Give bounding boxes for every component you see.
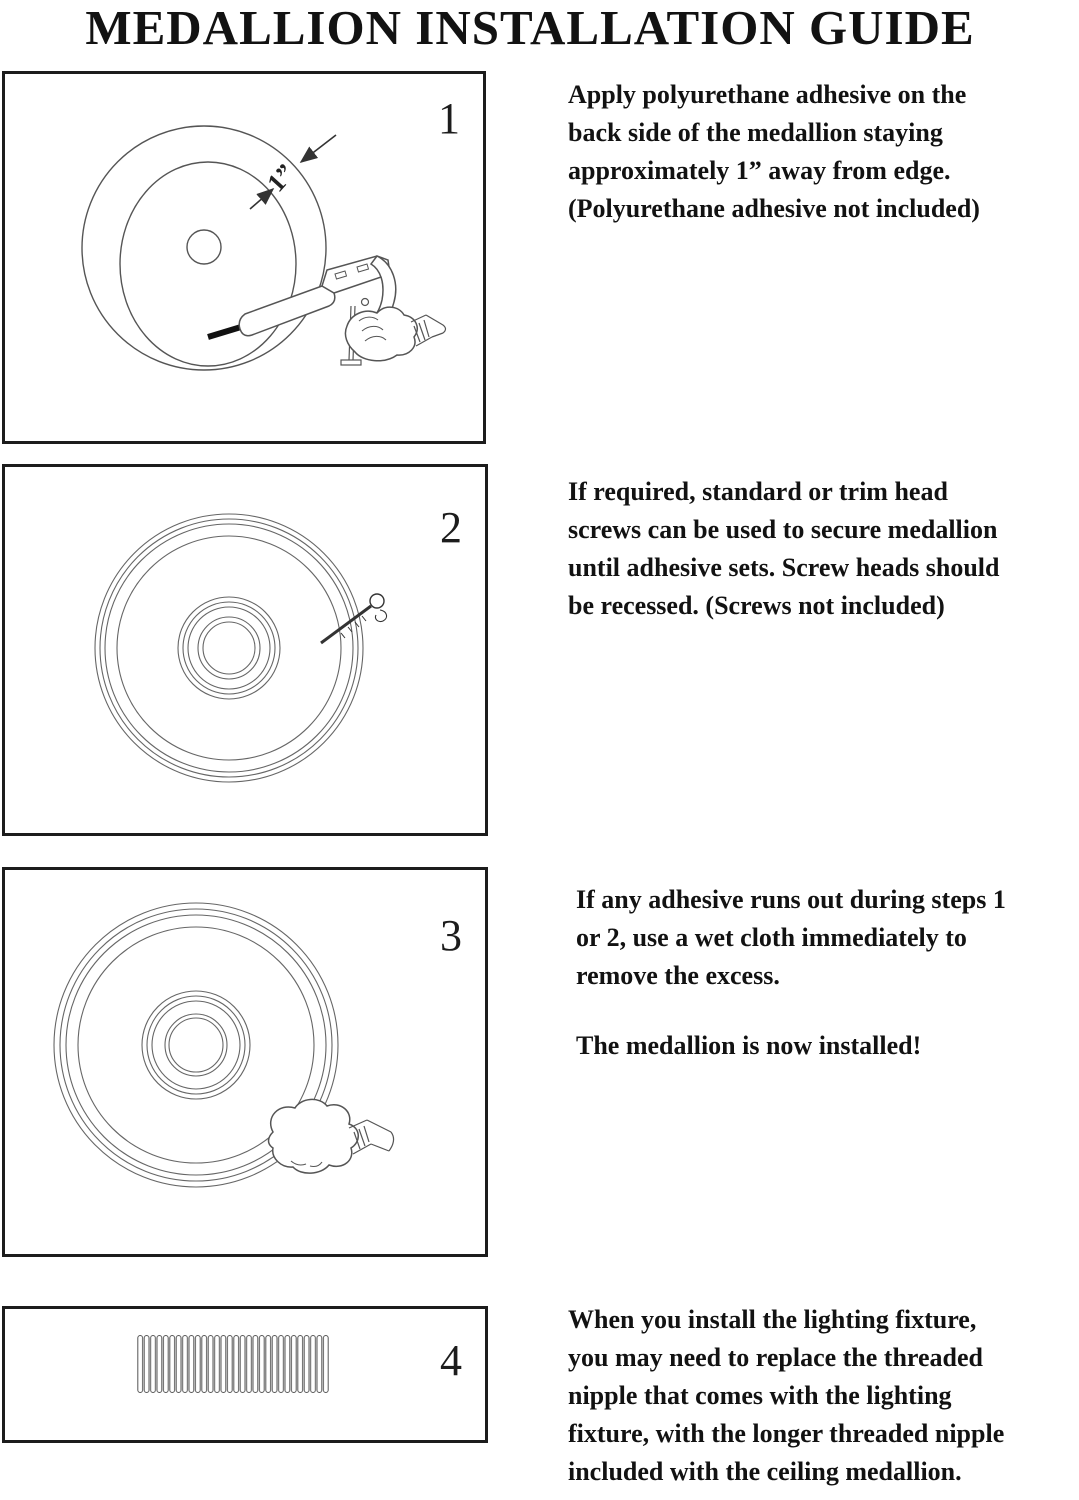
instruction-line: remove the excess. — [576, 961, 780, 990]
step-1-instructions — [568, 76, 980, 228]
step-1-figure-box — [2, 71, 486, 444]
hand-with-cloth-drawing — [269, 1099, 394, 1173]
instruction-line: If any adhesive runs out during steps 1 — [576, 885, 1006, 914]
step-3-figure-box — [2, 867, 488, 1257]
step-2-instructions — [568, 473, 1000, 625]
medallion-screw-drawing — [5, 467, 485, 833]
hand-drawing — [345, 307, 417, 361]
step-2-figure-box — [2, 464, 488, 836]
caulk-gun-drawing — [208, 256, 446, 365]
instruction-line: fixture, with the longer threaded nipple — [568, 1419, 1005, 1448]
medallion-center-hole — [187, 230, 221, 264]
instruction-line: or 2, use a wet cloth immediately to — [576, 923, 967, 952]
instruction-line: until adhesive sets. Screw heads should — [568, 553, 1000, 582]
medallion-cloth-drawing — [5, 870, 485, 1254]
instruction-line: approximately 1” away from edge. — [568, 156, 951, 185]
sleeve-cuff-drawing — [411, 315, 446, 346]
medallion-rings — [95, 514, 363, 782]
instruction-line: nipple that comes with the lighting — [568, 1381, 952, 1410]
threaded-nipple-drawing — [5, 1309, 485, 1440]
instruction-line: included with the ceiling medallion. — [568, 1457, 962, 1486]
instruction-line: (Polyurethane adhesive not included) — [568, 194, 980, 223]
step-number: 3 — [440, 911, 462, 960]
step-3-instructions — [576, 881, 1006, 1065]
instruction-line: back side of the medallion staying — [568, 118, 943, 147]
thread-ridges — [137, 1335, 329, 1393]
instruction-line: you may need to replace the threaded — [568, 1343, 983, 1372]
closing-line: The medallion is now installed! — [576, 1031, 922, 1060]
instruction-line: Apply polyurethane adhesive on the — [568, 80, 967, 109]
sleeve-cuff-drawing — [349, 1120, 394, 1154]
dimension-label: 1” — [261, 158, 301, 198]
medallion-caulk-gun-drawing — [5, 74, 483, 441]
page-title: MEDALLION INSTALLATION GUIDE — [85, 0, 975, 55]
instruction-line: When you install the lighting fixture, — [568, 1305, 977, 1334]
instruction-line: screws can be used to secure medallion — [568, 515, 998, 544]
step-number: 2 — [440, 503, 462, 552]
step-4-figure-box — [2, 1306, 488, 1443]
step-number: 4 — [440, 1336, 462, 1385]
instruction-line: be recessed. (Screws not included) — [568, 591, 945, 620]
instruction-line: If required, standard or trim head — [568, 477, 948, 506]
step-4-instructions — [568, 1301, 1004, 1491]
step-number: 1 — [438, 94, 460, 143]
